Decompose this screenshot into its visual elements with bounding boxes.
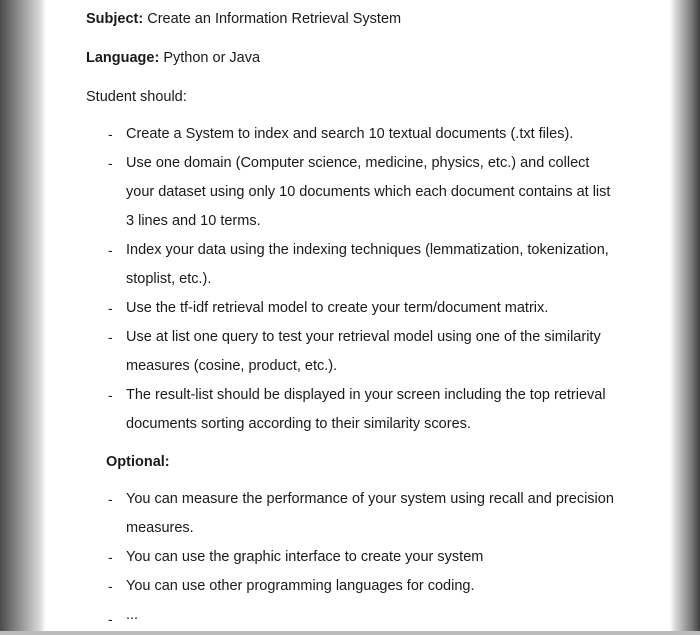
list-item-line: measures (cosine, product, etc.). bbox=[126, 358, 338, 374]
list-item-line: You can use the graphic interface to create your system bbox=[126, 549, 484, 565]
bullet-dash: - bbox=[108, 611, 113, 627]
list-item-line: 3 lines and 10 terms. bbox=[126, 213, 261, 229]
list-item-line: measures. bbox=[126, 520, 194, 536]
subject-label: Subject: bbox=[86, 11, 144, 27]
bullet-dash: - bbox=[108, 578, 113, 594]
language-line bbox=[86, 49, 260, 67]
list-item-line: Index your data using the indexing techniques (lemmatization, tokenization, bbox=[126, 242, 609, 258]
language-value: Python or Java bbox=[163, 50, 261, 66]
bullet-dash: - bbox=[108, 242, 113, 258]
list-item-line: your dataset using only 10 documents which each document contains at list bbox=[126, 184, 611, 200]
list-item-line: documents sorting according to their similarity scores. bbox=[126, 416, 471, 432]
list-item-line: Use at list one query to test your retrieval model using one of the similarity bbox=[126, 329, 601, 345]
list-item-line: Use the tf-idf retrieval model to create your term/document matrix. bbox=[126, 300, 549, 316]
intro-text: Student should: bbox=[86, 89, 187, 105]
list-item-line: Create a System to index and search 10 textual documents (.txt files). bbox=[126, 126, 574, 142]
bullet-dash: - bbox=[108, 126, 113, 142]
subject-value: Create an Information Retrieval System bbox=[147, 11, 402, 27]
list-item-line: You can use other programming languages for coding. bbox=[126, 578, 475, 594]
list-item-line: The result-list should be displayed in your screen including the top retrieval bbox=[126, 387, 606, 403]
bullet-dash: - bbox=[108, 155, 113, 171]
bullet-dash: - bbox=[108, 300, 113, 316]
subject-line bbox=[86, 10, 401, 28]
list-item-line: You can measure the performance of your system using recall and precision bbox=[126, 491, 614, 507]
language-label: Language: bbox=[86, 50, 160, 66]
list-item-line: Use one domain (Computer science, medicine, physics, etc.) and collect bbox=[126, 155, 590, 171]
list-item-line: stoplist, etc.). bbox=[126, 271, 212, 287]
bullet-dash: - bbox=[108, 329, 113, 345]
list-item-line: ... bbox=[126, 607, 139, 623]
bullet-dash: - bbox=[108, 491, 113, 507]
bullet-dash: - bbox=[108, 549, 113, 565]
optional-heading: Optional: bbox=[106, 454, 170, 470]
bullet-dash: - bbox=[108, 387, 113, 403]
